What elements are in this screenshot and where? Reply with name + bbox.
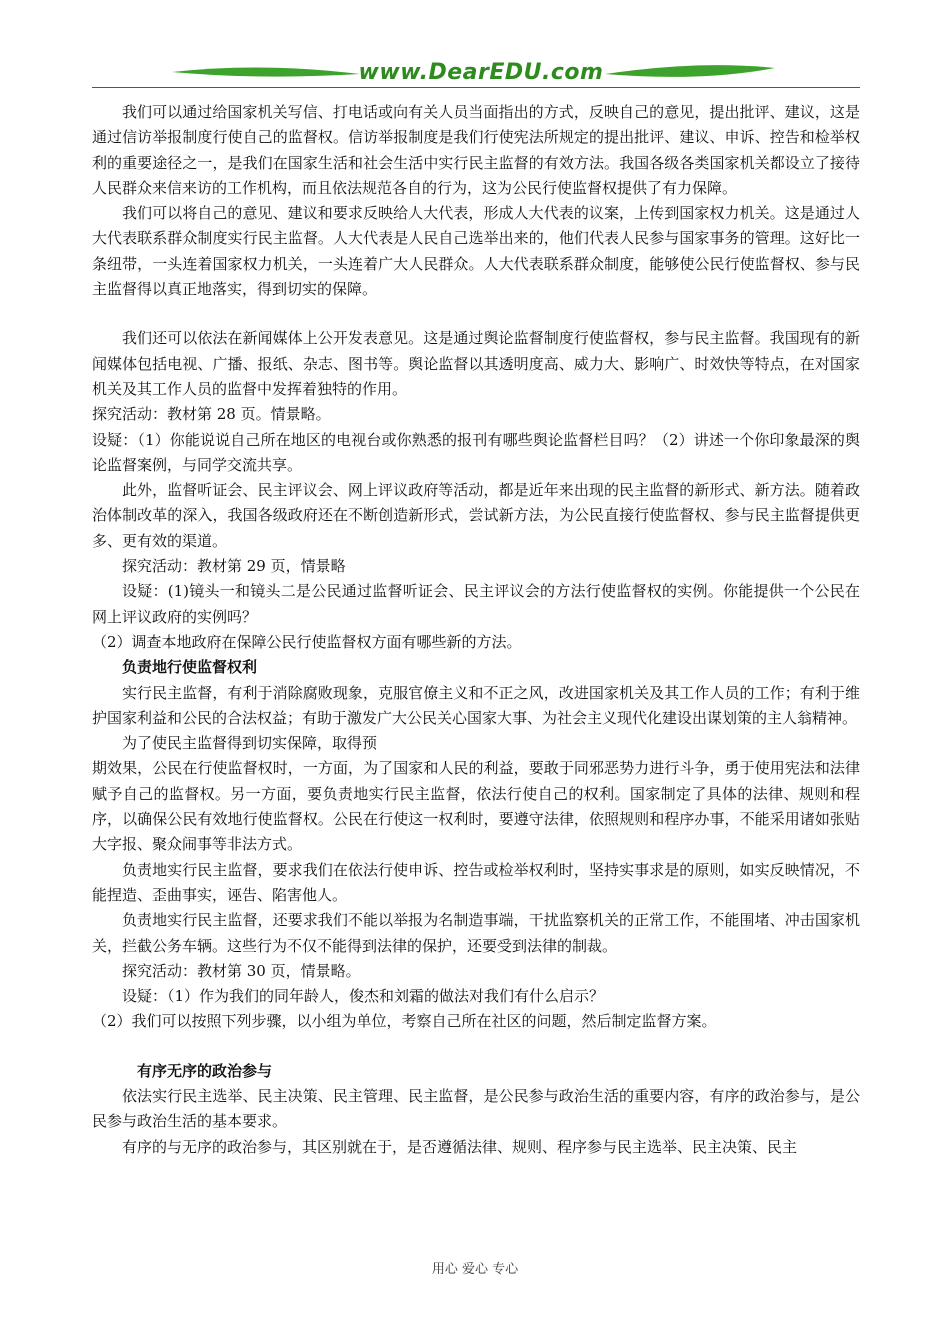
paragraph: 负责地实行民主监督，要求我们在依法行使申诉、控告或检举权利时，坚持实事求是的原则，如实反映情况，不能捏造、歪曲事实，诬告、陷害他人。 [92,860,860,904]
section-heading: 有序无序的政治参与 [137,1061,273,1080]
paragraph: 依法实行民主选举、民主决策、民主管理、民主监督，是公民参与政治生活的重要内容，有序的政治参与，是公民参与政治生活的基本要求。 [92,1086,860,1131]
paragraph: 我们可以将自己的意见、建议和要求反映给人大代表，形成人大代表的议案，上传到国家权力机关。这是通过人大代表联系群众制度实行民主监督。人大代表是人民自己选举出来的，他们代表人民参与国家事务的管理。这好比一条纽带，一头连着国家权力机关，一头连着广大人民群众。人大代表联系群众制度，能够使公民行使监督权、参与民主监督得以真正地落实，得到切实的保障。 [92,204,860,299]
question-item: （2）我们可以按照下列步骤，以小组为单位，考察自己所在社区的问题，然后制定监督方案。 [92,1012,717,1031]
header-rule [92,87,860,88]
document-body [92,100,860,1160]
activity-line: 探究活动：教材第 28 页。情景略。 [92,405,331,424]
activity-line: 探究活动：教材第 30 页，情景略。 [122,961,361,980]
site-logo-text: www.DearEDU.com [358,60,604,85]
page-footer: 用心 爱心 专心 [431,1262,519,1277]
question-item: （2）调查本地政府在保障公民行使监督权方面有哪些新的方法。 [92,632,522,651]
paragraph: 负责地实行民主监督，还要求我们不能以举报为名制造事端，干扰监察机关的正常工作，不能围堵、冲击国家机关，拦截公务车辆。这些行为不仅不能得到法律的保护，还要受到法律的制裁。 [92,911,860,955]
paragraph: 此外，监督听证会、民主评议会、网上评议政府等活动，都是近年来出现的民主监督的新形式、新方法。随着政治体制改革的深入，我国各级政府还在不断创造新形式，尝试新方法，为公民直接行使监督权、参与民主监督提供更多、更有效的渠道。 [92,481,860,550]
paragraph: 有序的与无序的政治参与，其区别就在于，是否遵循法律、规则、程序参与民主选举、民主决策、民主 [122,1137,798,1156]
paragraph: 实行民主监督，有利于消除腐败现象，克服官僚主义和不正之风，改进国家机关及其工作人员的工作；有利于维护国家利益和公民的合法权益；有助于激发广大公民关心国家大事、为社会主义现代化建设出谋划策的主人翁精神。 [92,683,860,727]
question-paragraph: 设疑：(1)镜头一和镜头二是公民通过监督听证会、民主评议会的方法行使监督权的实例。你能提供一个公民在网上评议政府的实例吗？ [92,582,860,626]
paragraph: 我们还可以依法在新闻媒体上公开发表意见。这是通过舆论监督制度行使监督权，参与民主监督。我国现有的新闻媒体包括电视、广播、报纸、杂志、图书等。舆论监督以其透明度高、威力大、影响广、时效快等特点，在对国家机关及其工作人员的监督中发挥着独特的作用。 [92,329,860,398]
question-paragraph: 设疑：（1）你能说说自己所在地区的电视台或你熟悉的报刊有哪些舆论监督栏目吗？（2）讲述一个你印象最深的舆论监督案例，与同学交流共享。 [92,430,860,474]
section-heading: 负责地行使监督权利 [122,658,258,677]
paragraph: 为了使民主监督得到切实保障，取得预 [122,734,378,753]
activity-line: 探究活动：教材第 29 页，情景略 [122,557,346,576]
paragraph: 我们可以通过给国家机关写信、打电话或向有关人员当面指出的方式，反映自己的意见，提出批评、建议，这是通过信访举报制度行使自己的监督权。信访举报制度是我们行使宪法所规定的提出批评、建议、申诉、控告和检举权利的重要途径之一，是我们在国家生活和社会生活中实行民主监督的有效方法。我国各级各类国家机关都设立了接待人民群众来信来访的工作机构，而且依法规范各自的行为，这为公民行使监督权提供了有力保障。 [92,103,860,197]
paragraph: 期效果，公民在行使监督权时，一方面，为了国家和人民的利益，要敢于同邪恶势力进行斗争，勇于使用宪法和法律赋予自己的监督权。另一方面，要负责地实行民主监督，依法行使自己的权利。国家制定了具体的法律、规则和程序，以确保公民有效地行使监督权。公民在行使这一权利时，要遵守法律，依照规则和程序办事，不能采用诸如张贴大字报、聚众闹事等非法方式。 [92,759,860,854]
page-header [0,52,950,102]
question-paragraph: 设疑：（1）作为我们的同年龄人，俊杰和刘霜的做法对我们有什么启示？ [122,987,605,1006]
